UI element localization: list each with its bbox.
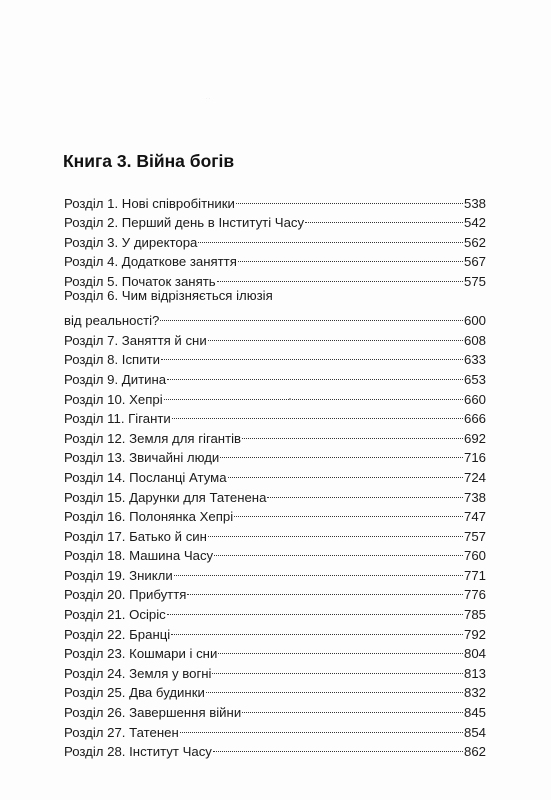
dot-leader [208, 325, 463, 345]
stray-mark [289, 398, 291, 400]
dot-leader [305, 208, 463, 228]
dot-leader [198, 227, 463, 247]
toc-entry-title: Розділ 23. Кошмари і сни [64, 646, 218, 662]
dot-leader [214, 541, 463, 561]
toc-entry-title: Розділ 8. Іспити [64, 352, 160, 368]
dot-leader [208, 521, 463, 541]
dot-leader [228, 462, 463, 482]
dot-leader [161, 345, 463, 365]
toc-entry [64, 286, 486, 329]
toc-entry-title: Розділ 18. Машина Часу [64, 548, 214, 564]
toc-entry-title: Розділ 19. Зникли [64, 567, 173, 583]
toc-entry-page-number: 538 [463, 195, 486, 211]
toc-entry-title: Розділ 16. Полонянка Хепрі [64, 509, 234, 525]
dot-leader [164, 384, 463, 404]
dot-leader [236, 188, 463, 208]
toc-entry-title: Розділ 17. Батько й син [64, 528, 207, 544]
dot-leader [267, 482, 463, 502]
dot-leader [187, 580, 463, 600]
dot-leader [167, 599, 463, 619]
toc-entry-page-number: 666 [463, 411, 486, 427]
toc-entry [64, 188, 486, 211]
toc-entry-page-number: 792 [463, 626, 486, 642]
toc-entry-page-number: 724 [463, 469, 486, 485]
toc-entry-page-number: 608 [463, 332, 486, 348]
dot-leader [167, 364, 463, 384]
toc-entry-title: Розділ 7. Заняття й сни [64, 332, 207, 348]
toc-entry-page-number: 776 [463, 587, 486, 603]
toc-entry-title: Розділ 26. Завершення війни [64, 705, 242, 721]
toc-entry-page-number: 832 [463, 685, 486, 701]
book-title: Книга 3. Війна богів [63, 151, 235, 171]
toc-entry-title: Розділ 11. Гіганти [64, 411, 171, 427]
toc-entry-title: Розділ 27. Татенен [64, 724, 179, 740]
dot-leader [218, 639, 463, 659]
toc-entry-title: Розділ 3. У директора [64, 234, 198, 250]
toc-entry-page-number: 757 [463, 528, 486, 544]
toc-entry-page-number: 785 [463, 607, 486, 623]
table-of-contents [64, 188, 486, 760]
bleed-through-mark: . . [206, 95, 211, 101]
dot-leader [172, 404, 463, 424]
toc-entry-page-number: 747 [463, 509, 486, 525]
toc-entry-title: Розділ 6. Чим відрізняється ілюзія [64, 287, 273, 303]
toc-entry-page-number: 771 [463, 567, 486, 583]
dot-leader [220, 443, 463, 463]
dot-leader [212, 658, 463, 678]
toc-entry-page-number: 862 [463, 744, 486, 760]
toc-entry-title: Розділ 4. Додаткове заняття [64, 254, 237, 270]
toc-entry-title: Розділ 5. Початок занять [64, 273, 216, 289]
toc-entry-title: Розділ 24. Земля у вогні [64, 665, 212, 681]
toc-entry-title: Розділ 9. Дитина [64, 371, 167, 387]
dot-leader [242, 697, 463, 717]
toc-entry-title: Розділ 20. Прибуття [64, 587, 187, 603]
dot-leader [180, 717, 463, 737]
toc-entry-title: Розділ 28. Інститут Часу [64, 744, 212, 760]
toc-entry-page-number: 542 [463, 215, 486, 231]
toc-entry-page-number: 653 [463, 371, 486, 387]
toc-entry-page-number: 562 [463, 234, 486, 250]
dot-leader [160, 306, 463, 326]
dot-leader [242, 423, 463, 443]
toc-entry-page-number: 854 [463, 724, 486, 740]
dot-leader [174, 560, 463, 580]
toc-entry-title: Розділ 12. Земля для гігантів [64, 430, 242, 446]
toc-entry-page-number: 845 [463, 705, 486, 721]
toc-entry-title: Розділ 21. Осіріс [64, 607, 166, 623]
toc-entry-page-number: 813 [463, 665, 486, 681]
toc-entry-page-number: 575 [463, 273, 486, 289]
toc-entry-title: Розділ 2. Перший день в Інституті Часу [64, 215, 305, 231]
toc-entry-page-number: 633 [463, 352, 486, 368]
dot-leader [206, 678, 463, 698]
dot-leader [213, 737, 463, 757]
toc-entry-title: Розділ 13. Звичайні люди [64, 450, 220, 466]
dot-leader [234, 502, 463, 522]
toc-entry-page-number: 600 [463, 313, 486, 329]
toc-entry-title-continued: від реальності? [64, 313, 160, 329]
toc-entry-page-number: 567 [463, 254, 486, 270]
dot-leader [217, 266, 463, 286]
toc-entry-page-number: 804 [463, 646, 486, 662]
toc-entry-page-number: 760 [463, 548, 486, 564]
toc-entry-title: Розділ 14. Посланці Атума [64, 469, 227, 485]
toc-entry-title: Розділ 25. Два будинки [64, 685, 205, 701]
toc-entry-title: Розділ 10. Хепрі [64, 391, 163, 407]
toc-entry-page-number: 692 [463, 430, 486, 446]
toc-entry-page-number: 716 [463, 450, 486, 466]
toc-entry-page-number: 660 [463, 391, 486, 407]
toc-entry-title: Розділ 22. Бранці [64, 626, 171, 642]
dot-leader [171, 619, 463, 639]
toc-entry-title: Розділ 15. Дарунки для Татенена [64, 489, 267, 505]
toc-entry-title: Розділ 1. Нові співробітники [64, 195, 235, 211]
dot-leader [238, 247, 463, 267]
toc-entry-page-number: 738 [463, 489, 486, 505]
